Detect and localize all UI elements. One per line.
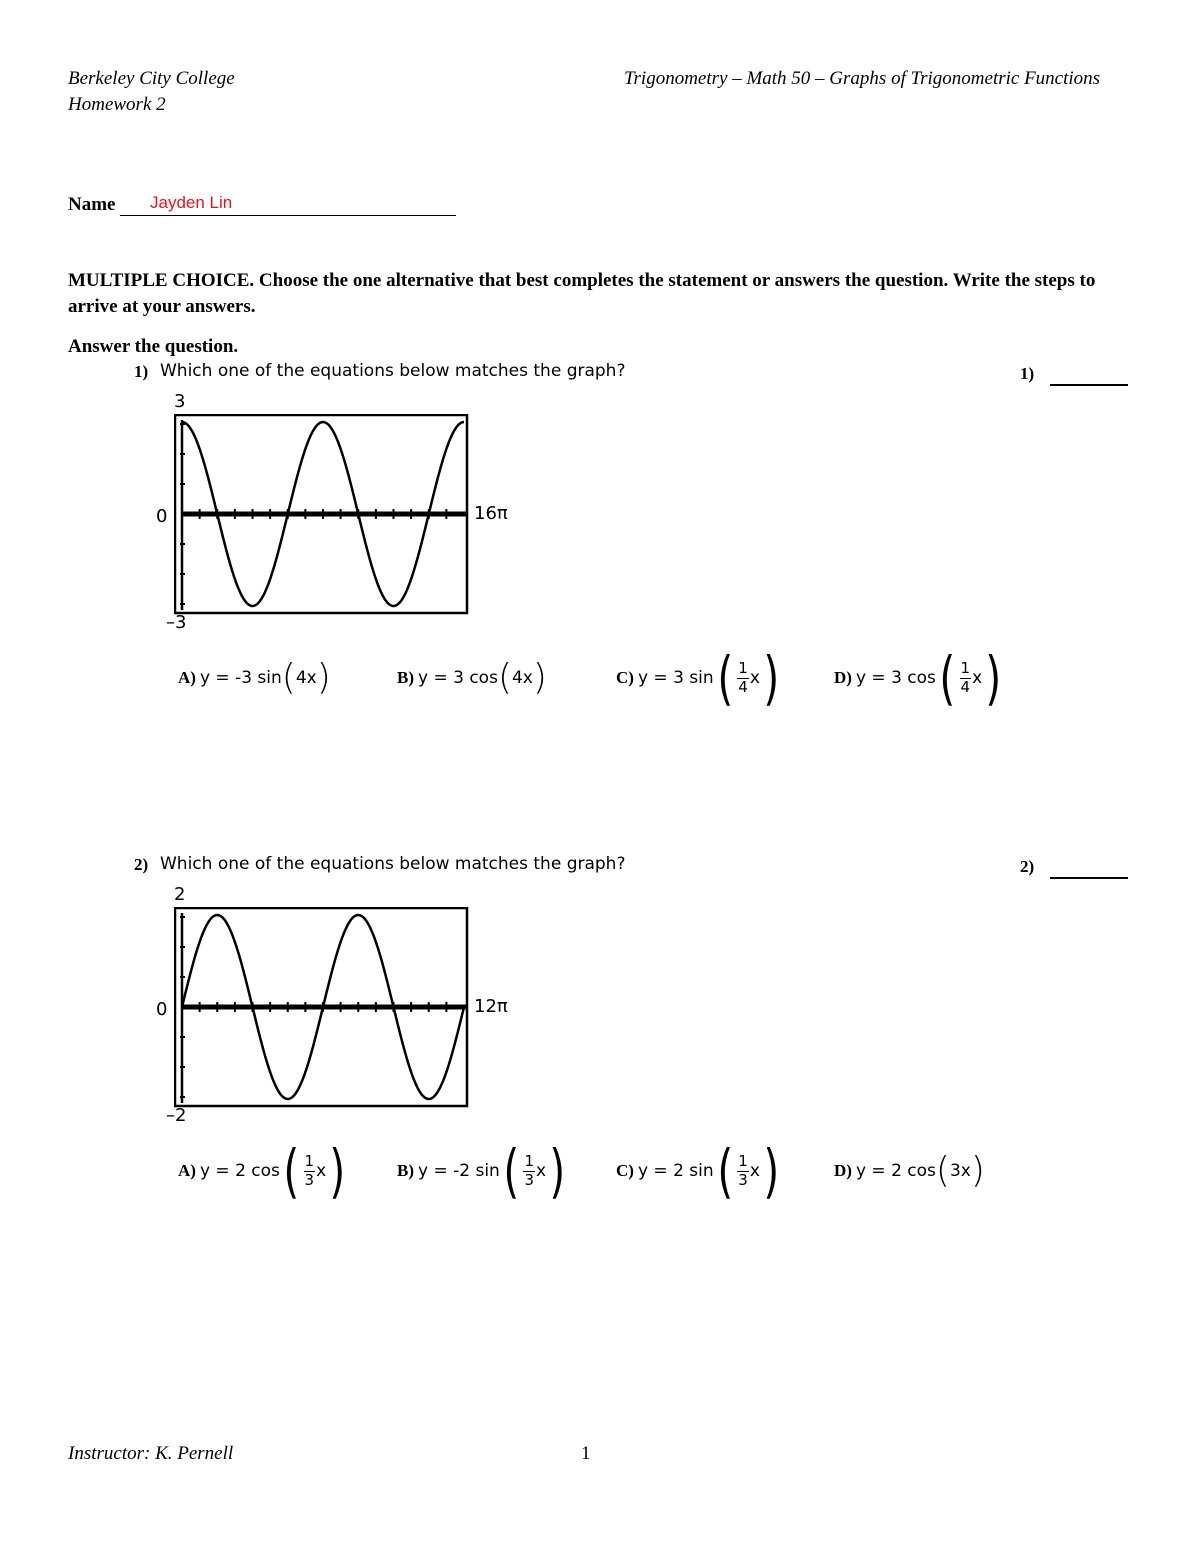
- graph-1-ymin: –3: [166, 612, 187, 633]
- q2-choice-d[interactable]: D) y = 2 cos ( 3x ): [834, 1150, 985, 1191]
- instructions-text: MULTIPLE CHOICE. Choose the one alternative that best completes the statement or answers the question. Write the steps to arrive at your answers.: [68, 270, 1096, 317]
- course-title: Trigonometry – Math 50 – Graphs of Trigonometric Functions: [624, 68, 1101, 89]
- q2-choice-a[interactable]: A) y = 2 cos ( $\frac{1}{3}$ x ): [178, 1137, 346, 1205]
- section-heading: Answer the question.: [68, 336, 239, 357]
- graph-1-ymid: 0: [156, 506, 168, 527]
- graph-2-ymin: –2: [166, 1105, 187, 1126]
- homework-title: Homework 2: [68, 94, 166, 115]
- q1-choice-b[interactable]: B) y = 3 cos ( 4x ): [397, 657, 547, 698]
- answer-1-label: 1): [1020, 364, 1035, 383]
- graph-1-ymax: 3: [174, 391, 186, 412]
- graph-2-ymax: 2: [174, 884, 186, 905]
- answer-2-field[interactable]: [1050, 859, 1128, 879]
- q1-choice-d[interactable]: D) y = 3 cos ( $\frac{1}{4}$ x ): [834, 644, 1002, 712]
- question-1-text: Which one of the equations below matches the graph?: [160, 361, 626, 381]
- answer-2-label: 2): [1020, 857, 1035, 876]
- q1-choice-a[interactable]: A) y = -3 sin ( 4x ): [178, 657, 331, 698]
- q1-choice-c[interactable]: C) y = 3 sin ( $\frac{1}{4}$ x ): [616, 644, 780, 712]
- graph-1: [174, 414, 470, 616]
- question-2-text: Which one of the equations below matches the graph?: [160, 854, 626, 874]
- name-value: Jayden Lin: [150, 193, 233, 212]
- instructor-name: Instructor: K. Pernell: [68, 1443, 234, 1464]
- page-number: 1: [581, 1443, 591, 1464]
- answer-1-field[interactable]: [1050, 366, 1128, 386]
- q2-choice-b[interactable]: B) y = -2 sin ( $\frac{1}{3}$ x ): [397, 1137, 566, 1205]
- school-name: Berkeley City College: [68, 68, 235, 89]
- name-field[interactable]: [120, 193, 456, 216]
- graph-1-xmax: 16π: [474, 503, 508, 524]
- graph-2-ymid: 0: [156, 999, 168, 1020]
- name-label: Name: [68, 194, 116, 215]
- q2-choice-c[interactable]: C) y = 2 sin ( $\frac{1}{3}$ x ): [616, 1137, 780, 1205]
- graph-2-xmax: 12π: [474, 996, 508, 1017]
- question-1-number: 1): [134, 362, 149, 381]
- graph-2: [174, 907, 470, 1109]
- question-2-number: 2): [134, 855, 149, 874]
